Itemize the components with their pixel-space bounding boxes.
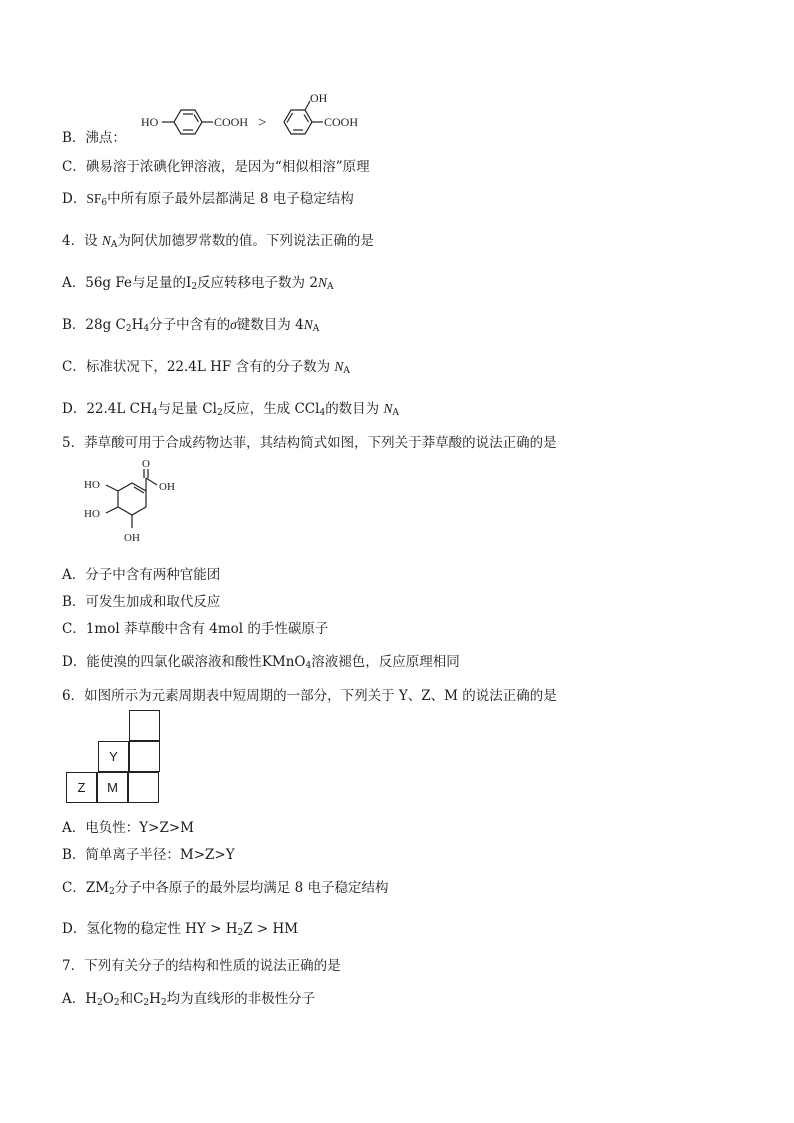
q6-stem: 6．如图所示为元素周期表中短周期的一部分，下列关于 Y、Z、M 的说法正确的是	[62, 688, 557, 704]
cell-y: Y	[98, 741, 129, 772]
cell-bottom-right	[128, 772, 159, 803]
q3-option-b	[62, 126, 126, 146]
q4-option-a: A．56g Fe与足量的$I_2$反应转移电子数为 $2N_A$	[62, 275, 334, 292]
shikimic-oh-bottom: OH	[124, 532, 140, 544]
q6-option-c: C．$ZM_2$分子中各原子的最外层均满足 8 电子稳定结构	[62, 880, 389, 897]
mol1-cooh: COOH	[214, 115, 249, 129]
salicylic-acid-structure	[284, 101, 323, 134]
q5-option-b: B．可发生加成和取代反应	[62, 594, 221, 610]
shikimic-ho-top: HO	[84, 479, 100, 491]
shikimic-oh: OH	[159, 481, 175, 493]
q5-option-c: C．1mol 莽草酸中含有 4mol 的手性碳原子	[62, 621, 329, 637]
q3-option-b-structures	[128, 88, 378, 148]
q6-option-b: B．简单离子半径：M>Z>Y	[62, 847, 235, 863]
greater-than-sign: >	[258, 115, 267, 131]
shikimic-acid-structure	[62, 455, 202, 555]
cell-top-right-1	[129, 710, 160, 741]
shikimic-o: O	[142, 458, 150, 470]
q3-option-c: C．碘易溶于浓碘化钾溶液，是因为“相似相溶”原理	[62, 159, 370, 175]
q4-option-c: C．标准状况下，22.4L HF 含有的分子数为 $N_A$	[62, 359, 350, 376]
mol1-ho: HO	[141, 115, 159, 129]
q4-stem: 4．设 $N_A$为阿伏加德罗常数的值。下列说法正确的是	[62, 233, 374, 250]
shikimic-ho-bottom: HO	[84, 508, 100, 520]
q3-option-d: D．$SF_6$中所有原子最外层都满足 8 电子稳定结构	[62, 191, 354, 208]
q6-option-a: A．电负性：Y>Z>M	[62, 820, 194, 836]
para-hydroxybenzoic-acid-structure	[162, 110, 213, 134]
q4-option-b: B．28g $C_2H_4$分子中含有的σ键数目为 $4N_A$	[62, 317, 320, 334]
q5-option-a: A．分子中含有两种官能团	[62, 567, 221, 583]
q7-stem: 7．下列有关分子的结构和性质的说法正确的是	[62, 958, 341, 974]
q3-option-b-prefix: B．沸点：	[62, 130, 126, 146]
cell-z: Z	[66, 772, 97, 803]
cell-m: M	[97, 772, 128, 803]
q5-option-d: D．能使溴的四氯化碳溶液和酸性KMnO$_4$溶液褪色，反应原理相同	[62, 654, 460, 671]
mol2-cooh: COOH	[324, 115, 359, 129]
mol2-oh: OH	[310, 91, 328, 105]
periodic-table-fragment	[66, 710, 162, 806]
q5-stem: 5．莽草酸可用于合成药物达菲，其结构简式如图，下列关于莽草酸的说法正确的是	[62, 435, 557, 451]
q6-option-d: D．氢化物的稳定性 HY > $H_2Z$ > HM	[62, 921, 299, 938]
cell-top-right-2	[129, 741, 160, 772]
q4-option-d: D．22.4L $CH_4$与足量 $Cl_2$反应，生成 CCl$_4$的数目为 $N_A$	[62, 401, 399, 418]
q7-option-a: A．$H_2O_2$和$C_2H_2$均为直线形的非极性分子	[62, 991, 316, 1008]
